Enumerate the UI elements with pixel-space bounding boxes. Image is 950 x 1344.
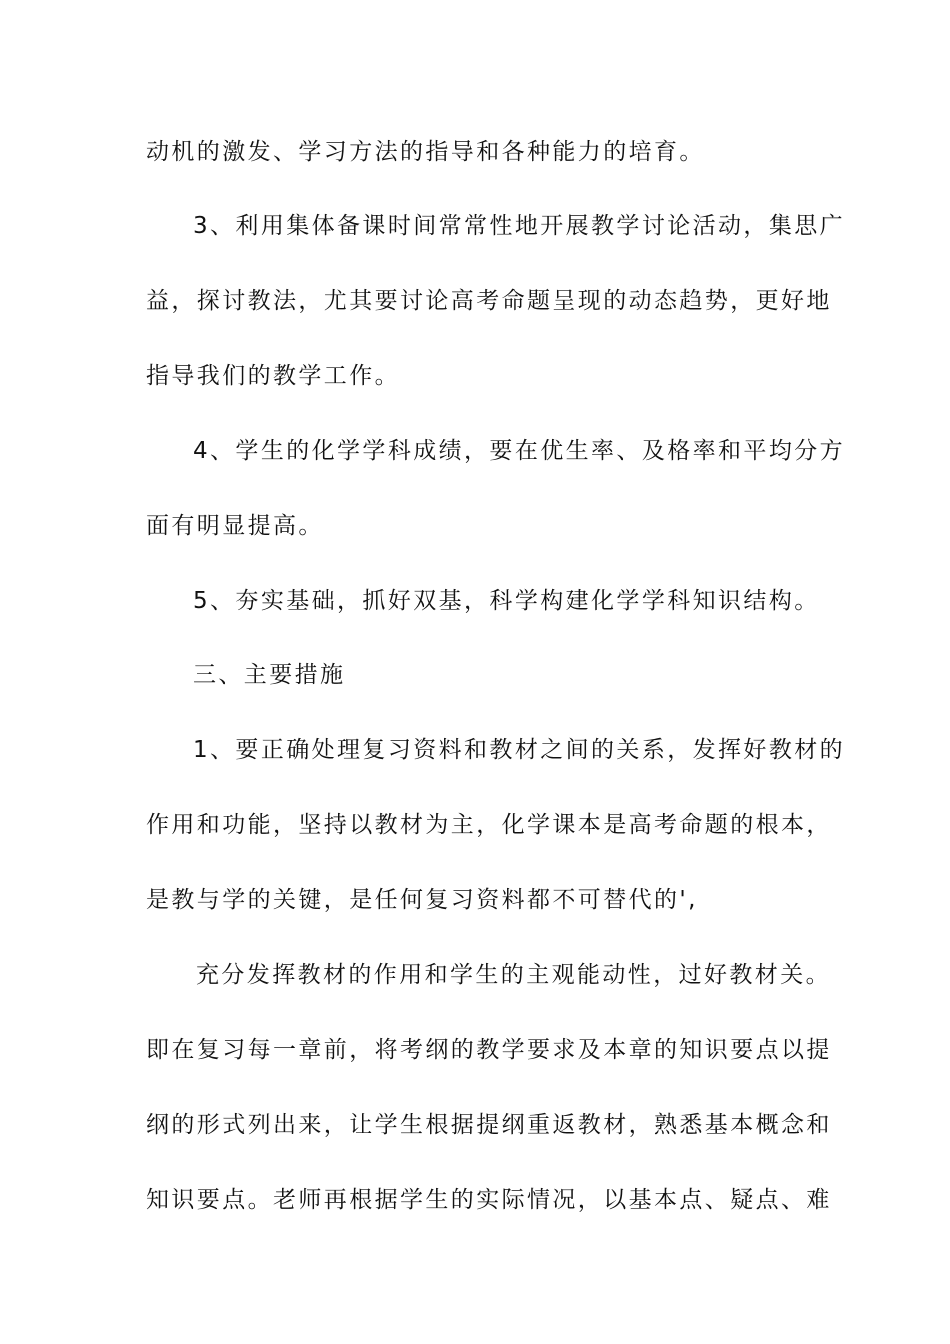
goal-5-line-1: 5、夯实基础，抓好双基，科学构建化学学科知识结构。 [193,588,820,614]
section-heading: 三、主要措施 [193,662,346,688]
goal-4-line-1: 4、学生的化学学科成绩，要在优生率、及格率和平均分方 [193,438,846,464]
measure-1-line-2: 作用和功能，坚持以教材为主，化学课本是高考命题的根本， [146,812,832,838]
goal-3-line-1: 3、利用集体备课时间常常性地开展教学讨论活动，集思广 [193,213,846,239]
paragraph-continuation-line: 动机的激发、学习方法的指导和各种能力的培育。 [146,139,705,165]
measure-1-line-6: 纲的形式列出来，让学生根据提纲重返教材，熟悉基本概念和 [146,1112,832,1138]
measure-1-line-3: 是教与学的关键，是任何复习资料都不可替代的', [146,887,698,913]
goal-4-line-2: 面有明显提高。 [146,513,324,539]
measure-1-line-4: 充分发挥教材的作用和学生的主观能动性，过好教材关。 [196,962,831,988]
measure-1-line-1: 1、要正确处理复习资料和教材之间的关系，发挥好教材的 [193,737,846,763]
goal-3-line-3: 指导我们的教学工作。 [146,363,400,389]
goal-3-line-2: 益，探讨教法，尤其要讨论高考命题呈现的动态趋势，更好地 [146,288,832,314]
measure-1-line-7: 知识要点。老师再根据学生的实际情况，以基本点、疑点、难 [146,1187,832,1213]
measure-1-line-5: 即在复习每一章前，将考纲的教学要求及本章的知识要点以提 [146,1037,832,1063]
